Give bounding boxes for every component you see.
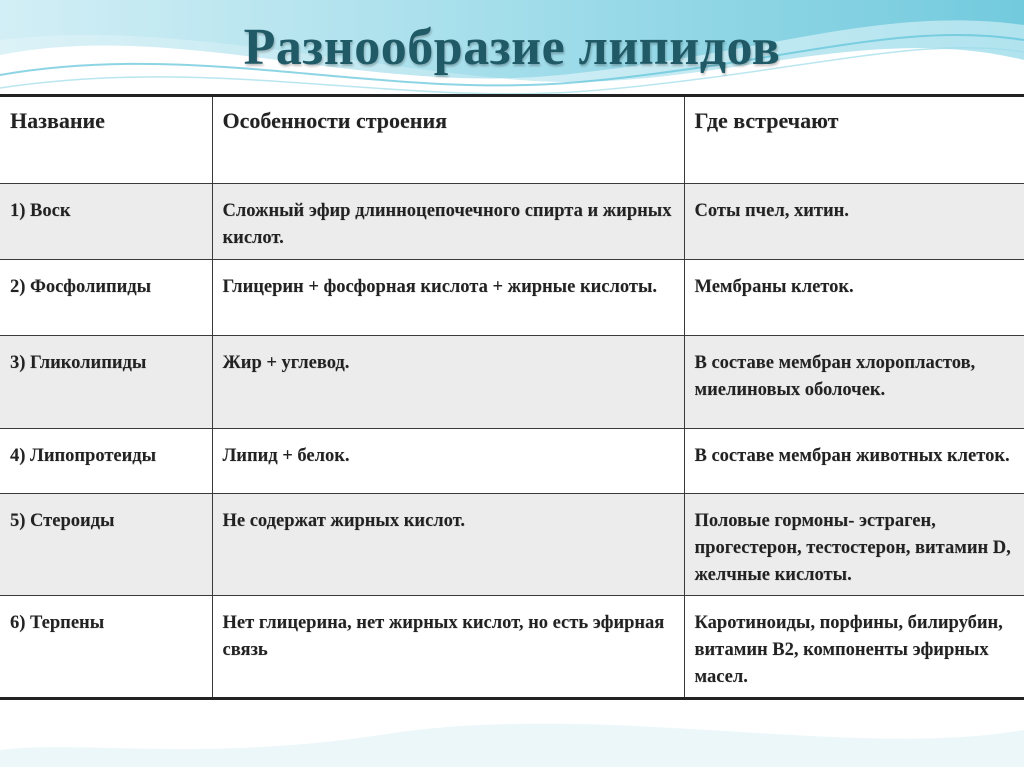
header-name: Название bbox=[0, 96, 212, 184]
table-header-row bbox=[0, 96, 1024, 184]
cell-name: 4) Липопротеиды bbox=[0, 429, 212, 494]
cell-where: Соты пчел, хитин. bbox=[684, 184, 1024, 260]
cell-structure: Нет глицерина, нет жирных кислот, но есть эфирная связь bbox=[212, 596, 684, 699]
lipids-table bbox=[0, 94, 1024, 700]
cell-structure: Сложный эфир длинноцепочечного спирта и жирных кислот. bbox=[212, 184, 684, 260]
cell-structure: Липид + белок. bbox=[212, 429, 684, 494]
cell-name: 6) Терпены bbox=[0, 596, 212, 699]
cell-where: В составе мембран хлоропластов, миелиновых оболочек. bbox=[684, 336, 1024, 429]
table-row bbox=[0, 494, 1024, 596]
cell-name: 3) Гликолипиды bbox=[0, 336, 212, 429]
cell-structure: Не содержат жирных кислот. bbox=[212, 494, 684, 596]
table-row bbox=[0, 336, 1024, 429]
table-row bbox=[0, 260, 1024, 336]
cell-where: В составе мембран животных клеток. bbox=[684, 429, 1024, 494]
cell-structure: Жир + углевод. bbox=[212, 336, 684, 429]
cell-where: Мембраны клеток. bbox=[684, 260, 1024, 336]
cell-where: Половые гормоны- эстраген, прогестерон, тестостерон, витамин D, желчные кислоты. bbox=[684, 494, 1024, 596]
header-where: Где встречают bbox=[684, 96, 1024, 184]
table-row bbox=[0, 429, 1024, 494]
cell-name: 1) Воск bbox=[0, 184, 212, 260]
table-row bbox=[0, 596, 1024, 699]
table-row bbox=[0, 184, 1024, 260]
cell-name: 2) Фосфолипиды bbox=[0, 260, 212, 336]
cell-name: 5) Стероиды bbox=[0, 494, 212, 596]
cell-where: Каротиноиды, порфины, билирубин, витамин В2, компоненты эфирных масел. bbox=[684, 596, 1024, 699]
cell-structure: Глицерин + фосфорная кислота + жирные кислоты. bbox=[212, 260, 684, 336]
slide-title: Разнообразие липидов bbox=[243, 19, 781, 76]
header-structure: Особенности строения bbox=[212, 96, 684, 184]
